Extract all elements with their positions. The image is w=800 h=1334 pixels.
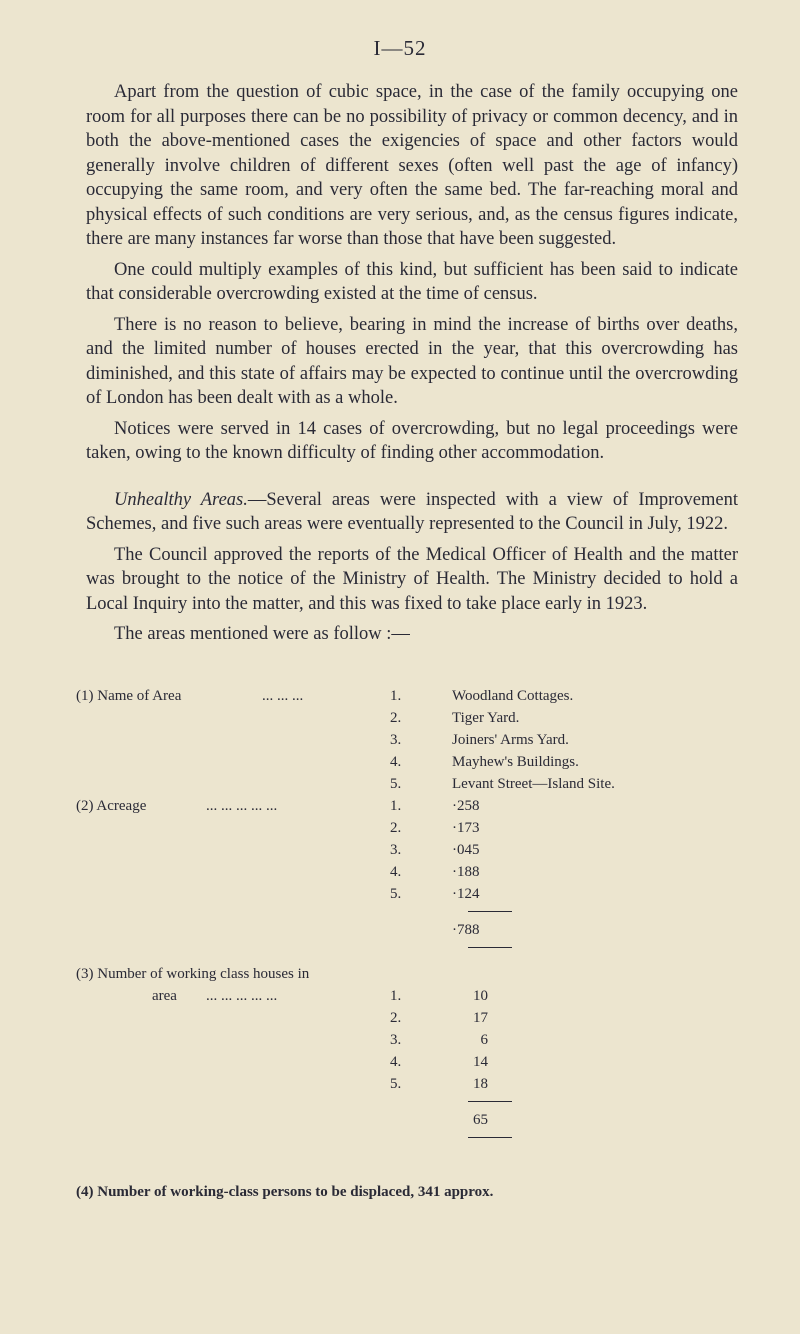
row-number: 4. — [390, 864, 402, 880]
areas-intro: The areas mentioned were as follow :— — [114, 624, 410, 644]
row-number: 2. — [390, 1010, 402, 1026]
houses-value: 18 — [473, 1076, 488, 1092]
table-row — [76, 817, 756, 839]
table-row — [76, 1073, 756, 1095]
row-number: 3. — [390, 842, 402, 858]
unhealthy-areas-paragraph — [86, 488, 738, 537]
area-name: Woodland Cottages. — [452, 688, 574, 704]
table-row — [76, 839, 756, 861]
houses-label: (3) Number of working class houses in — [76, 966, 310, 982]
row-number: 1. — [390, 988, 402, 1004]
table-row — [76, 729, 756, 751]
area-name: Tiger Yard. — [452, 710, 520, 726]
houses-value: 10 — [473, 988, 488, 1004]
row-number: 1. — [390, 688, 402, 704]
table-row — [76, 919, 756, 941]
row-number: 5. — [390, 886, 402, 902]
paragraph: Notices were served in 14 cases of overcrowding, but no legal proceedings were taken, owing to the known difficulty of finding other accommodation. — [86, 418, 738, 463]
paragraph: The Council approved the reports of the Medical Officer of Health and the matter was brought to the notice of the Ministry of Health. The Ministry decided to hold a Local Inquiry into the matter, and this was fixed to take place early in 1923. — [86, 544, 738, 614]
acreage-value: ·124 — [452, 886, 480, 902]
acreage-value: ·045 — [452, 842, 480, 858]
paragraph: There is no reason to believe, bearing in mind the increase of births over deaths, and the limited number of houses erected in the year, that this overcrowding has diminished, and this state of affairs may be expected to continue until the overcrowding of London has been dealt with as a whole. — [86, 314, 738, 408]
leader-dots: ... ... ... ... ... — [206, 988, 278, 1004]
table-row — [76, 1029, 756, 1051]
row-number: 5. — [390, 1076, 402, 1092]
houses-value: 14 — [473, 1054, 488, 1070]
acreage-value: ·188 — [452, 864, 480, 880]
acreage-value: ·258 — [452, 798, 480, 814]
table-row — [76, 685, 756, 707]
area-name: Mayhew's Buildings. — [452, 754, 579, 770]
table-row — [76, 861, 756, 883]
total-rule — [468, 1137, 512, 1138]
total-rule — [468, 911, 512, 912]
table-row — [76, 1007, 756, 1029]
table-row — [76, 1109, 756, 1131]
table-row — [76, 707, 756, 729]
row-number: 4. — [390, 1054, 402, 1070]
body-text — [86, 80, 738, 653]
area-name: Levant Street—Island Site. — [452, 776, 615, 792]
table-row — [76, 963, 756, 985]
section-heading: Unhealthy Areas. — [114, 489, 248, 510]
leader-dots: ... ... ... — [262, 688, 304, 704]
displaced-persons-note: (4) Number of working-class persons to be displaced, 341 approx. — [76, 1184, 494, 1200]
acreage-total: ·788 — [452, 922, 480, 938]
houses-label-cont: area — [152, 988, 177, 1004]
table-row — [76, 773, 756, 795]
page-number: I—52 — [373, 36, 427, 60]
row-number: 2. — [390, 710, 402, 726]
name-of-area-label: (1) Name of Area — [76, 688, 182, 704]
acreage-label: (2) Acreage — [76, 798, 147, 814]
table-row — [76, 795, 756, 817]
row-number: 2. — [390, 820, 402, 836]
table-row — [76, 751, 756, 773]
houses-value: 17 — [473, 1010, 488, 1026]
acreage-value: ·173 — [452, 820, 480, 836]
leader-dots: ... ... ... ... ... — [206, 798, 278, 814]
table-row — [76, 1051, 756, 1073]
paragraph: One could multiply examples of this kind, but sufficient has been said to indicate that considerable overcrowding existed at the time of census. — [86, 259, 738, 304]
area-name: Joiners' Arms Yard. — [452, 732, 569, 748]
row-number: 3. — [390, 1032, 402, 1048]
total-rule — [468, 947, 512, 948]
row-number: 1. — [390, 798, 402, 814]
houses-total: 65 — [473, 1112, 488, 1128]
paragraph: Apart from the question of cubic space, in the case of the family occupying one room for all purposes there can be no possibility of privacy or common decency, and in both the above-mentioned cases the exigencies of space and other factors would generally involve children of different sexes (often well past the age of infancy) occupying the same room, and very often the same bed. The far-reaching moral and physical effects of such conditions are very serious, and, as the census figures indicate, there are many instances far worse than those that have been suggested. — [86, 82, 738, 249]
row-number: 5. — [390, 776, 402, 792]
row-number: 3. — [390, 732, 402, 748]
unhealthy-areas-text: —Several areas were inspected with a view of Improvement Schemes, and five such areas were eventually represented to the Council in July, 1922. — [86, 489, 738, 534]
total-rule — [468, 1101, 512, 1102]
table-row — [76, 883, 756, 905]
table-row — [76, 985, 756, 1007]
houses-value: 6 — [480, 1032, 488, 1048]
row-number: 4. — [390, 754, 402, 770]
